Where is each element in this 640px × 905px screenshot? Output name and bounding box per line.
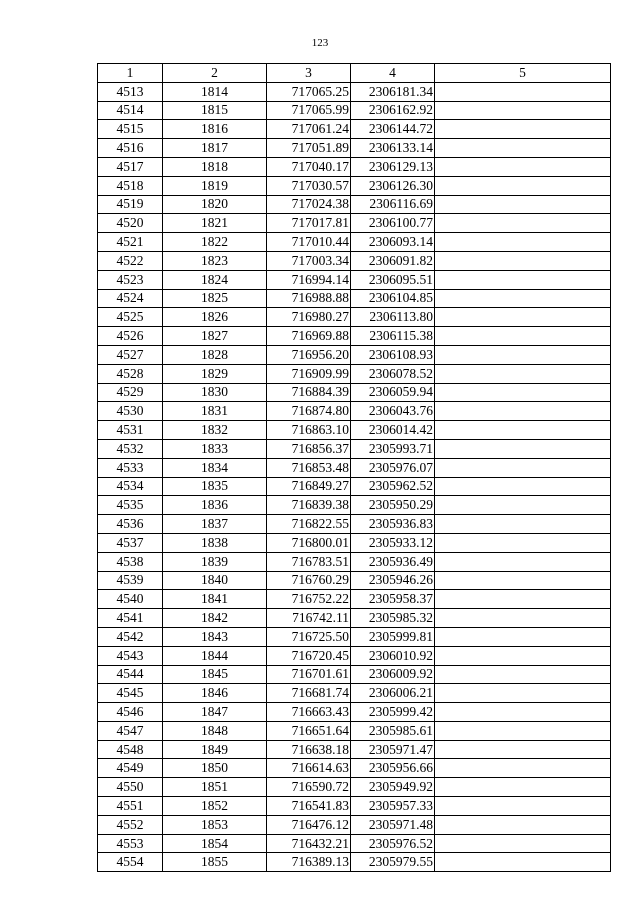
table-row [98,233,611,252]
cell-number: 4515 [98,120,163,139]
cell-x-coordinate: 716822.55 [267,515,351,534]
cell-x-coordinate: 716389.13 [267,853,351,872]
cell-x-coordinate: 716720.45 [267,646,351,665]
cell-point: 1844 [163,646,267,665]
table-row [98,684,611,703]
cell-x-coordinate: 716874.80 [267,402,351,421]
cell-x-coordinate: 716725.50 [267,627,351,646]
column-header-2: 2 [163,64,267,83]
cell-x-coordinate: 716590.72 [267,778,351,797]
table-row [98,496,611,515]
table-row [98,139,611,158]
table-body [98,82,611,871]
cell-x-coordinate: 716752.22 [267,590,351,609]
table-row [98,402,611,421]
cell-note [435,552,611,571]
cell-x-coordinate: 716681.74 [267,684,351,703]
table-row [98,439,611,458]
table-row [98,421,611,440]
column-header-5: 5 [435,64,611,83]
cell-x-coordinate: 717030.57 [267,176,351,195]
cell-point: 1841 [163,590,267,609]
cell-note [435,646,611,665]
cell-number: 4547 [98,721,163,740]
table-row [98,82,611,101]
cell-x-coordinate: 716783.51 [267,552,351,571]
cell-point: 1840 [163,571,267,590]
table-row [98,834,611,853]
cell-point: 1843 [163,627,267,646]
cell-y-coordinate: 2306009.92 [351,665,435,684]
cell-y-coordinate: 2305950.29 [351,496,435,515]
column-header-1: 1 [98,64,163,83]
cell-number: 4546 [98,703,163,722]
cell-y-coordinate: 2306095.51 [351,270,435,289]
cell-x-coordinate: 716969.88 [267,327,351,346]
table-row [98,383,611,402]
cell-note [435,139,611,158]
cell-point: 1822 [163,233,267,252]
cell-y-coordinate: 2305971.47 [351,740,435,759]
column-header-3: 3 [267,64,351,83]
cell-note [435,214,611,233]
cell-number: 4520 [98,214,163,233]
cell-point: 1820 [163,195,267,214]
cell-x-coordinate: 717065.25 [267,82,351,101]
cell-note [435,327,611,346]
cell-number: 4541 [98,609,163,628]
cell-number: 4533 [98,458,163,477]
cell-y-coordinate: 2305956.66 [351,759,435,778]
cell-number: 4527 [98,345,163,364]
cell-note [435,289,611,308]
cell-x-coordinate: 716856.37 [267,439,351,458]
cell-number: 4554 [98,853,163,872]
cell-number: 4529 [98,383,163,402]
cell-note [435,439,611,458]
cell-note [435,101,611,120]
table-row [98,609,611,628]
cell-point: 1821 [163,214,267,233]
cell-point: 1839 [163,552,267,571]
cell-y-coordinate: 2306093.14 [351,233,435,252]
cell-note [435,270,611,289]
cell-y-coordinate: 2306006.21 [351,684,435,703]
cell-note [435,251,611,270]
cell-point: 1849 [163,740,267,759]
cell-note [435,759,611,778]
cell-point: 1855 [163,853,267,872]
cell-point: 1842 [163,609,267,628]
table-row [98,308,611,327]
cell-x-coordinate: 716884.39 [267,383,351,402]
cell-point: 1830 [163,383,267,402]
table-row [98,759,611,778]
table-row [98,740,611,759]
page-number: 123 [311,37,329,49]
cell-number: 4539 [98,571,163,590]
cell-note [435,740,611,759]
cell-x-coordinate: 716853.48 [267,458,351,477]
cell-point: 1831 [163,402,267,421]
cell-y-coordinate: 2305976.07 [351,458,435,477]
cell-y-coordinate: 2306115.38 [351,327,435,346]
cell-number: 4550 [98,778,163,797]
cell-point: 1833 [163,439,267,458]
table-row [98,270,611,289]
cell-point: 1837 [163,515,267,534]
cell-note [435,684,611,703]
cell-point: 1825 [163,289,267,308]
cell-note [435,477,611,496]
cell-x-coordinate: 717003.34 [267,251,351,270]
table-row [98,721,611,740]
cell-number: 4534 [98,477,163,496]
cell-y-coordinate: 2305979.55 [351,853,435,872]
cell-note [435,345,611,364]
cell-note [435,82,611,101]
cell-note [435,402,611,421]
cell-x-coordinate: 716614.63 [267,759,351,778]
cell-x-coordinate: 716651.64 [267,721,351,740]
cell-point: 1836 [163,496,267,515]
cell-note [435,815,611,834]
header-row [98,64,611,83]
cell-y-coordinate: 2306133.14 [351,139,435,158]
cell-y-coordinate: 2306162.92 [351,101,435,120]
cell-note [435,533,611,552]
table-row [98,477,611,496]
cell-point: 1850 [163,759,267,778]
cell-point: 1823 [163,251,267,270]
table-row [98,458,611,477]
cell-y-coordinate: 2306108.93 [351,345,435,364]
cell-point: 1818 [163,157,267,176]
cell-number: 4516 [98,139,163,158]
cell-y-coordinate: 2306126.30 [351,176,435,195]
cell-note [435,778,611,797]
cell-x-coordinate: 717017.81 [267,214,351,233]
cell-point: 1828 [163,345,267,364]
cell-number: 4542 [98,627,163,646]
cell-number: 4540 [98,590,163,609]
cell-note [435,496,611,515]
cell-number: 4518 [98,176,163,195]
cell-y-coordinate: 2305962.52 [351,477,435,496]
cell-x-coordinate: 716909.99 [267,364,351,383]
cell-point: 1814 [163,82,267,101]
cell-x-coordinate: 717024.38 [267,195,351,214]
cell-note [435,515,611,534]
cell-y-coordinate: 2305971.48 [351,815,435,834]
cell-x-coordinate: 716988.88 [267,289,351,308]
cell-point: 1816 [163,120,267,139]
cell-note [435,853,611,872]
cell-number: 4537 [98,533,163,552]
cell-note [435,571,611,590]
cell-x-coordinate: 717061.24 [267,120,351,139]
cell-number: 4544 [98,665,163,684]
table-row [98,327,611,346]
cell-point: 1847 [163,703,267,722]
cell-note [435,157,611,176]
cell-y-coordinate: 2305936.83 [351,515,435,534]
table-row [98,176,611,195]
table-row [98,665,611,684]
cell-y-coordinate: 2306116.69 [351,195,435,214]
cell-y-coordinate: 2306104.85 [351,289,435,308]
cell-x-coordinate: 716701.61 [267,665,351,684]
cell-x-coordinate: 716849.27 [267,477,351,496]
cell-point: 1834 [163,458,267,477]
cell-x-coordinate: 717040.17 [267,157,351,176]
cell-note [435,609,611,628]
cell-x-coordinate: 716476.12 [267,815,351,834]
cell-note [435,364,611,383]
table-header [98,64,611,83]
cell-point: 1846 [163,684,267,703]
table-row [98,571,611,590]
table-row [98,345,611,364]
cell-x-coordinate: 716839.38 [267,496,351,515]
cell-number: 4513 [98,82,163,101]
cell-number: 4517 [98,157,163,176]
cell-y-coordinate: 2305999.81 [351,627,435,646]
cell-point: 1835 [163,477,267,496]
cell-note [435,627,611,646]
cell-note [435,421,611,440]
cell-y-coordinate: 2305985.32 [351,609,435,628]
cell-point: 1819 [163,176,267,195]
table-row [98,157,611,176]
cell-number: 4545 [98,684,163,703]
cell-x-coordinate: 716994.14 [267,270,351,289]
cell-note [435,834,611,853]
cell-number: 4532 [98,439,163,458]
cell-number: 4536 [98,515,163,534]
cell-point: 1829 [163,364,267,383]
cell-x-coordinate: 716663.43 [267,703,351,722]
cell-y-coordinate: 2306078.52 [351,364,435,383]
cell-note [435,458,611,477]
cell-number: 4519 [98,195,163,214]
cell-number: 4548 [98,740,163,759]
table-row [98,590,611,609]
cell-point: 1815 [163,101,267,120]
table-row [98,515,611,534]
cell-y-coordinate: 2305993.71 [351,439,435,458]
cell-number: 4521 [98,233,163,252]
cell-x-coordinate: 716956.20 [267,345,351,364]
coordinates-table [97,63,611,872]
table-row [98,778,611,797]
cell-note [435,703,611,722]
table-row [98,289,611,308]
cell-point: 1817 [163,139,267,158]
cell-number: 4553 [98,834,163,853]
table-row [98,646,611,665]
cell-number: 4526 [98,327,163,346]
table-row [98,815,611,834]
cell-point: 1827 [163,327,267,346]
cell-y-coordinate: 2306091.82 [351,251,435,270]
cell-number: 4552 [98,815,163,834]
cell-point: 1832 [163,421,267,440]
cell-x-coordinate: 716432.21 [267,834,351,853]
table-row [98,195,611,214]
cell-number: 4524 [98,289,163,308]
cell-note [435,665,611,684]
cell-y-coordinate: 2305946.26 [351,571,435,590]
cell-note [435,308,611,327]
cell-number: 4543 [98,646,163,665]
cell-y-coordinate: 2306144.72 [351,120,435,139]
table-row [98,552,611,571]
cell-number: 4530 [98,402,163,421]
cell-number: 4538 [98,552,163,571]
table-row [98,533,611,552]
cell-y-coordinate: 2306100.77 [351,214,435,233]
cell-number: 4522 [98,251,163,270]
cell-note [435,721,611,740]
cell-point: 1838 [163,533,267,552]
cell-note [435,383,611,402]
cell-y-coordinate: 2305957.33 [351,797,435,816]
cell-point: 1853 [163,815,267,834]
cell-y-coordinate: 2305958.37 [351,590,435,609]
cell-note [435,120,611,139]
cell-x-coordinate: 716638.18 [267,740,351,759]
cell-x-coordinate: 716863.10 [267,421,351,440]
cell-number: 4531 [98,421,163,440]
cell-y-coordinate: 2305933.12 [351,533,435,552]
cell-note [435,233,611,252]
cell-note [435,176,611,195]
cell-y-coordinate: 2305985.61 [351,721,435,740]
cell-note [435,590,611,609]
cell-number: 4525 [98,308,163,327]
cell-number: 4551 [98,797,163,816]
cell-point: 1851 [163,778,267,797]
cell-point: 1852 [163,797,267,816]
table-row [98,214,611,233]
cell-note [435,195,611,214]
cell-y-coordinate: 2305936.49 [351,552,435,571]
cell-y-coordinate: 2306113.80 [351,308,435,327]
cell-number: 4535 [98,496,163,515]
cell-y-coordinate: 2305949.92 [351,778,435,797]
table-row [98,853,611,872]
cell-note [435,797,611,816]
table-row [98,364,611,383]
cell-y-coordinate: 2306014.42 [351,421,435,440]
cell-x-coordinate: 716541.83 [267,797,351,816]
cell-x-coordinate: 716980.27 [267,308,351,327]
cell-x-coordinate: 716800.01 [267,533,351,552]
cell-point: 1826 [163,308,267,327]
cell-x-coordinate: 717010.44 [267,233,351,252]
cell-x-coordinate: 717065.99 [267,101,351,120]
column-header-4: 4 [351,64,435,83]
table-row [98,797,611,816]
table-row [98,120,611,139]
cell-number: 4523 [98,270,163,289]
cell-y-coordinate: 2305999.42 [351,703,435,722]
table-row [98,703,611,722]
cell-y-coordinate: 2306129.13 [351,157,435,176]
cell-point: 1854 [163,834,267,853]
cell-point: 1845 [163,665,267,684]
cell-number: 4549 [98,759,163,778]
cell-y-coordinate: 2306010.92 [351,646,435,665]
cell-y-coordinate: 2305976.52 [351,834,435,853]
cell-y-coordinate: 2306059.94 [351,383,435,402]
cell-point: 1824 [163,270,267,289]
table-row [98,627,611,646]
cell-x-coordinate: 717051.89 [267,139,351,158]
cell-number: 4514 [98,101,163,120]
cell-y-coordinate: 2306043.76 [351,402,435,421]
table-row [98,251,611,270]
cell-x-coordinate: 716742.11 [267,609,351,628]
table-row [98,101,611,120]
cell-x-coordinate: 716760.29 [267,571,351,590]
cell-number: 4528 [98,364,163,383]
cell-y-coordinate: 2306181.34 [351,82,435,101]
cell-point: 1848 [163,721,267,740]
